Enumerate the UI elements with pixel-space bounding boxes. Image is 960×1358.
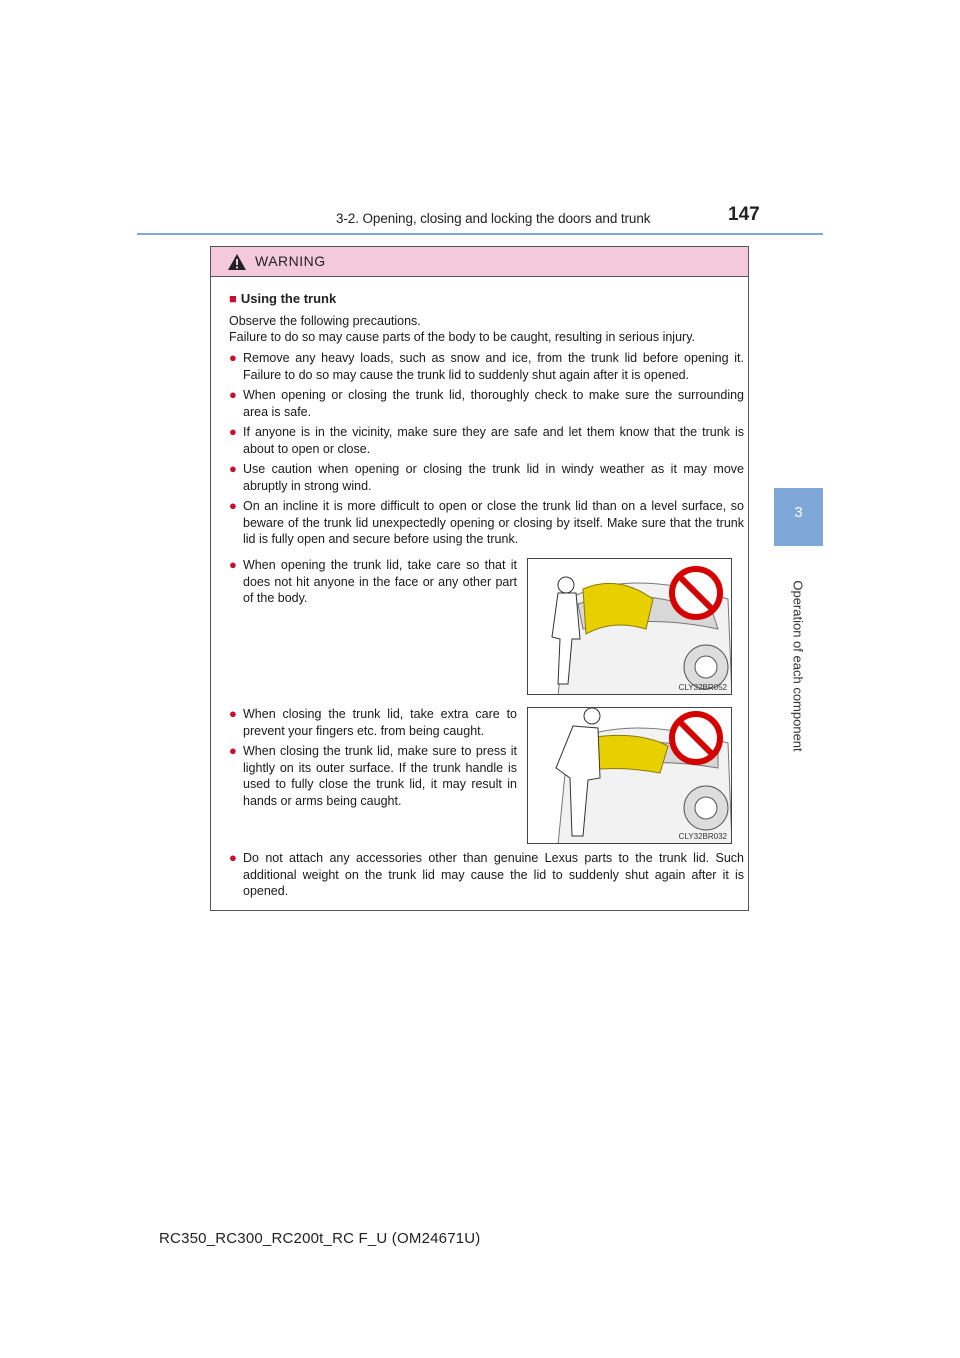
page-number: 147: [728, 204, 760, 225]
bullet-marker: ●: [229, 387, 237, 402]
bullet-marker: ●: [229, 350, 237, 365]
trunk-opening-illustration: [527, 558, 732, 695]
heading-marker: ■: [229, 291, 237, 306]
bullet-item: [229, 350, 744, 383]
chapter-number: 3: [794, 504, 803, 521]
bullet-item: [229, 743, 517, 809]
image-code: CLY32BR032: [678, 832, 727, 841]
bullet-item: [229, 557, 517, 607]
model-code-footer: RC350_RC300_RC200t_RC F_U (OM24671U): [159, 1230, 481, 1247]
intro-line: Observe the following precautions.: [229, 314, 421, 328]
warning-box: [210, 246, 749, 911]
bullet-item: [229, 461, 744, 494]
bullet-item: [229, 706, 517, 739]
warning-header: [211, 247, 748, 277]
section-title: 3-2. Opening, closing and locking the doors and trunk: [336, 211, 651, 226]
bullet-marker: ●: [229, 498, 237, 513]
trunk-closing-illustration: [527, 707, 732, 844]
bullet-marker: ●: [229, 424, 237, 439]
warning-title: WARNING: [255, 253, 326, 269]
bullet-item: [229, 850, 744, 900]
chapter-tab[interactable]: [774, 488, 823, 546]
bullet-text: Use caution when opening or closing the trunk lid in windy weather as it may move abruptly in strong wind.: [243, 462, 744, 493]
header-divider: [137, 233, 823, 235]
bullet-marker: ●: [229, 557, 237, 572]
bullet-item: [229, 424, 744, 457]
warning-triangle-icon: [227, 253, 247, 276]
intro-line: Failure to do so may cause parts of the body to be caught, resulting in serious injury.: [229, 330, 695, 344]
bullet-item: [229, 498, 744, 548]
image-code: CLY32BR052: [678, 683, 727, 692]
bullet-marker: ●: [229, 743, 237, 758]
bullet-marker: ●: [229, 706, 237, 721]
bullet-text: On an incline it is more difficult to open or close the trunk lid than on a level surface, so beware of the trunk lid unexpectedly opening or closing by itself. Make sure that the trunk lid is fully open and secure before using the trunk.: [243, 499, 744, 546]
bullet-text: When closing the trunk lid, take extra care to prevent your fingers etc. from being caught.: [243, 707, 517, 738]
bullet-text: Remove any heavy loads, such as snow and ice, from the trunk lid before opening it. Failure to do so may cause the trunk lid to suddenly shut again after it is opened.: [243, 351, 744, 382]
bullet-text: Do not attach any accessories other than genuine Lexus parts to the trunk lid. Such additional weight on the trunk lid may cause the lid to suddenly shut again after it is opened.: [243, 851, 744, 898]
bullet-text: When opening or closing the trunk lid, thoroughly check to make sure the surrounding area is safe.: [243, 388, 744, 419]
bullet-text: If anyone is in the vicinity, make sure they are safe and let them know that the trunk is about to open or close.: [243, 425, 744, 456]
chapter-label: Operation of each component: [790, 580, 806, 752]
warning-heading: [229, 291, 336, 306]
bullet-marker: ●: [229, 461, 237, 476]
bullet-text: When closing the trunk lid, make sure to press it lightly on its outer surface. If the trunk handle is used to fully close the trunk lid, it may result in hands or arms being caught.: [243, 744, 517, 808]
bullet-item: [229, 387, 744, 420]
bullet-marker: ●: [229, 850, 237, 865]
heading-text: Using the trunk: [240, 291, 337, 306]
bullet-text: When opening the trunk lid, take care so that it does not hit anyone in the face or any other part of the body.: [243, 558, 517, 605]
